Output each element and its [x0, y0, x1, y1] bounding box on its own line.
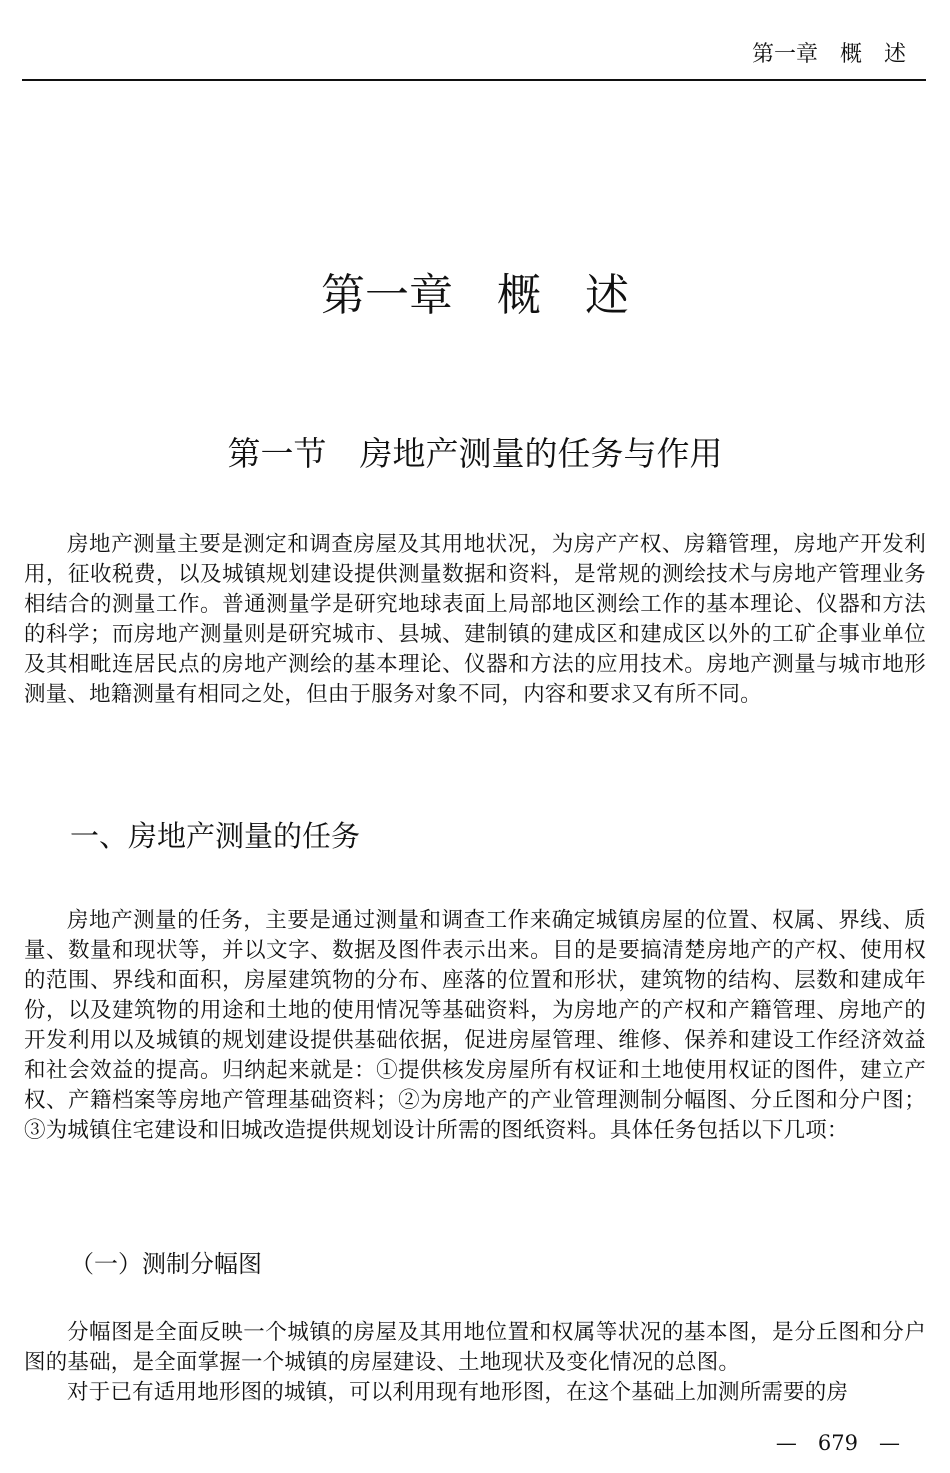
intro-paragraph: 房地产测量主要是测定和调查房屋及其用地状况，为房产产权、房籍管理，房地产开发利用，征收税费，以及城镇规划建设提供测量数据和资料，是常规的测绘技术与房地产管理业务相结合的测量工作。普通测量学是研究地球表面上局部地区测绘工作的基本理论、仪器和方法的科学；而房地产测量则是研究城市、县城、建制镇的建成区和建成区以外的工矿企事业单位及其相毗连居民点的房地产测绘的基本理论、仪器和方法的应用技术。房地产测量与城市地形测量、地籍测量有相同之处，但由于服务对象不同，内容和要求又有所不同。 [24, 532, 926, 707]
subsection-paragraph-2: 对于已有适用地形图的城镇，可以利用现有地形图，在这个基础上加测所需要的房 [67, 1380, 849, 1405]
chapter-title: 第一章 概 述 [321, 270, 629, 321]
section-title: 第一节 房地产测量的任务与作用 [227, 434, 723, 473]
subsection-heading: （一）测制分幅图 [70, 1250, 262, 1278]
tasks-heading: 一、房地产测量的任务 [70, 819, 361, 853]
subsection-paragraph-1: 分幅图是全面反映一个城镇的房屋及其用地位置和权属等状况的基本图，是分丘图和分户图的基础，是全面掌握一个城镇的房屋建设、土地现状及变化情况的总图。 [24, 1320, 926, 1375]
tasks-paragraph: 房地产测量的任务，主要是通过测量和调查工作来确定城镇房屋的位置、权属、界线、质量、数量和现状等，并以文字、数据及图件表示出来。目的是要搞清楚房地产的产权、使用权的范围、界线和面积，房屋建筑物的分布、座落的位置和形状，建筑物的结构、层数和建成年份，以及建筑物的用途和土地的使用情况等基础资料，为房地产的产权和产籍管理、房地产的开发利用以及城镇的规划建设提供基础依据，促进房屋管理、维修、保养和建设工作经济效益和社会效益的提高。归纳起来就是：①提供核发房屋所有权证和土地使用权证的图件，建立产权、产籍档案等房地产管理基础资料；②为房地产的产业管理测制分幅图、分丘图和分户图；③为城镇住宅建设和旧城改造提供规划设计所需的图纸资料。具体任务包括以下几项： [24, 908, 926, 1143]
page-number: — 679 — [775, 1431, 900, 1455]
running-header: 第一章 概 述 [751, 42, 906, 67]
header-rule [22, 79, 926, 81]
